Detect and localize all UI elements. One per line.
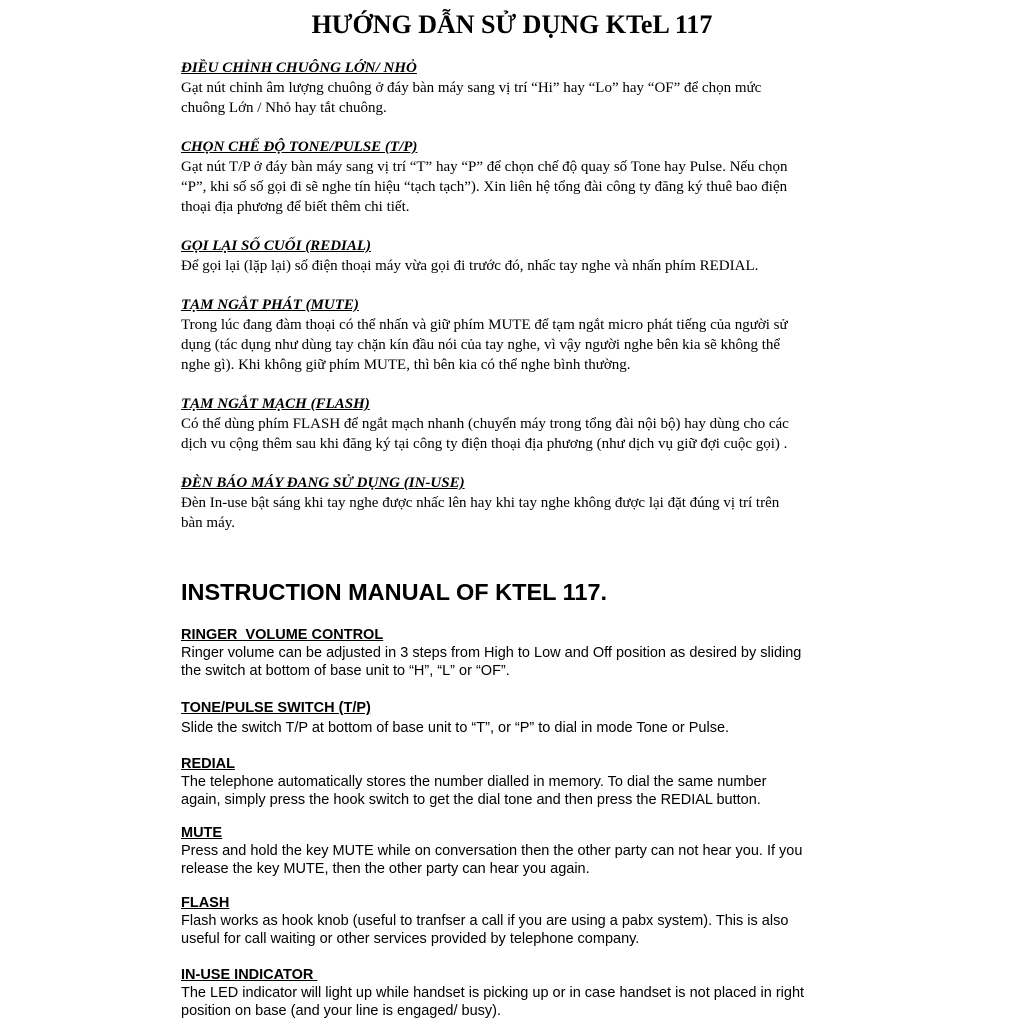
en-heading-in-use: IN-USE INDICATOR: [181, 967, 318, 983]
en-line: again, simply press the hook switch to get the dial tone and then press the REDIAL button.: [181, 792, 761, 808]
en-heading-redial: REDIAL: [181, 756, 235, 772]
vn-section-ringer: [181, 58, 835, 118]
en-heading-flash: FLASH: [181, 895, 230, 911]
en-line: The LED indicator will light up while handset is picking up or in case handset is not placed in right: [181, 985, 805, 1001]
vn-line: dụng (tác dụng như dùng tay chặn kín đầu nói của tay nghe, vì vậy người nghe bên kia sẽ không thể: [181, 337, 781, 353]
en-section-redial: [181, 755, 841, 809]
en-line: useful for call waiting or other services provided by telephone company.: [181, 931, 640, 947]
vn-line: Có thể dùng phím FLASH để ngắt mạch nhanh (chuyển máy trong tổng đài nội bộ) hay dùng cho các: [181, 416, 789, 432]
vn-heading-mute: TẠM NGẮT PHÁT (MUTE): [181, 297, 359, 313]
en-line: Slide the switch T/P at bottom of base unit to “T”, or “P” to dial in mode Tone or Pulse.: [181, 720, 730, 736]
vn-heading-redial: GỌI LẠI SỐ CUỐI (REDIAL): [181, 238, 372, 254]
vn-section-in-use: [181, 473, 835, 533]
en-section-in-use: [181, 966, 841, 1020]
en-line: release the key MUTE, then the other party can hear you again.: [181, 861, 590, 877]
vn-heading-in-use: ĐÈN BÁO MÁY ĐANG SỬ DỤNG (IN-USE): [181, 475, 465, 491]
en-title: INSTRUCTION MANUAL OF KTEL 117.: [181, 579, 608, 605]
vn-heading-flash: TẠM NGẮT MẠCH (FLASH): [181, 396, 370, 412]
vn-line: Để gọi lại (lặp lại) số điện thoại máy vừa gọi đi trước đó, nhấc tay nghe và nhấn phím REDIAL.: [181, 258, 759, 274]
vn-line: dịch vu cộng thêm sau khi đăng ký tại công ty điện thoại địa phương (như dịch vụ giữ đợi cuộc gọi) .: [181, 436, 788, 452]
en-line: Press and hold the key MUTE while on conversation then the other party can not hear you. If you: [181, 843, 803, 859]
vn-heading-tone-pulse: CHỌN CHẾ ĐỘ TONE/PULSE (T/P): [181, 139, 418, 155]
vn-line: nghe gì). Khi không giữ phím MUTE, thì bên kia có thể nghe bình thường.: [181, 357, 631, 373]
vn-heading-ringer: ĐIỀU CHỈNH CHUÔNG LỚN/ NHỎ: [181, 60, 417, 76]
vn-line: Đèn In-use bật sáng khi tay nghe được nhấc lên hay khi tay nghe không được lại đặt đúng vị trí trên: [181, 495, 780, 511]
en-section-flash: [181, 894, 841, 948]
en-line: the switch at bottom of base unit to “H”, “L” or “OF”.: [181, 663, 510, 679]
en-line: Ringer volume can be adjusted in 3 steps from High to Low and Off position as desired by sliding: [181, 645, 802, 661]
vn-line: chuông Lớn / Nhỏ hay tắt chuông.: [181, 100, 387, 116]
en-line: The telephone automatically stores the number dialled in memory. To dial the same number: [181, 774, 767, 790]
vn-section-flash: [181, 394, 835, 454]
en-section-ringer: [181, 626, 841, 680]
vn-line: Gạt nút T/P ở đáy bàn máy sang vị trí “T” hay “P” để chọn chế độ quay số Tone hay Pulse. Nếu chọn: [181, 159, 788, 175]
vn-line: Gạt nút chỉnh âm lượng chuông ở đáy bàn máy sang vị trí “Hi” hay “Lo” hay “OF” để chọn mức: [181, 80, 762, 96]
vn-title: HƯỚNG DẪN SỬ DỤNG KTeL 117: [311, 10, 713, 39]
vn-section-tone-pulse: [181, 137, 835, 217]
en-heading-tone-pulse: TONE/PULSE SWITCH (T/P): [181, 700, 371, 716]
en-section-mute: [181, 824, 841, 878]
en-section-tone-pulse: [181, 699, 841, 737]
vn-line: thoại địa phương để biết thêm chi tiết.: [181, 199, 410, 215]
en-line: position on base (and your line is engaged/ busy).: [181, 1003, 502, 1019]
vn-section-mute: [181, 295, 835, 375]
vn-line: “P”, khi số số gọi đi sẽ nghe tín hiệu “tạch tạch”). Xin liên hệ tổng đài công ty đăng ký thuê bao điện: [181, 179, 788, 195]
vn-line: bàn máy.: [181, 515, 236, 531]
en-heading-ringer: RINGER VOLUME CONTROL: [181, 627, 384, 643]
en-line: Flash works as hook knob (useful to tranfser a call if you are using a pabx system). This is also: [181, 913, 789, 929]
vn-line: Trong lúc đang đàm thoại có thể nhấn và giữ phím MUTE để tạm ngắt micro phát tiếng của người sử: [181, 317, 788, 333]
vn-section-redial: [181, 236, 835, 276]
en-heading-mute: MUTE: [181, 825, 223, 841]
